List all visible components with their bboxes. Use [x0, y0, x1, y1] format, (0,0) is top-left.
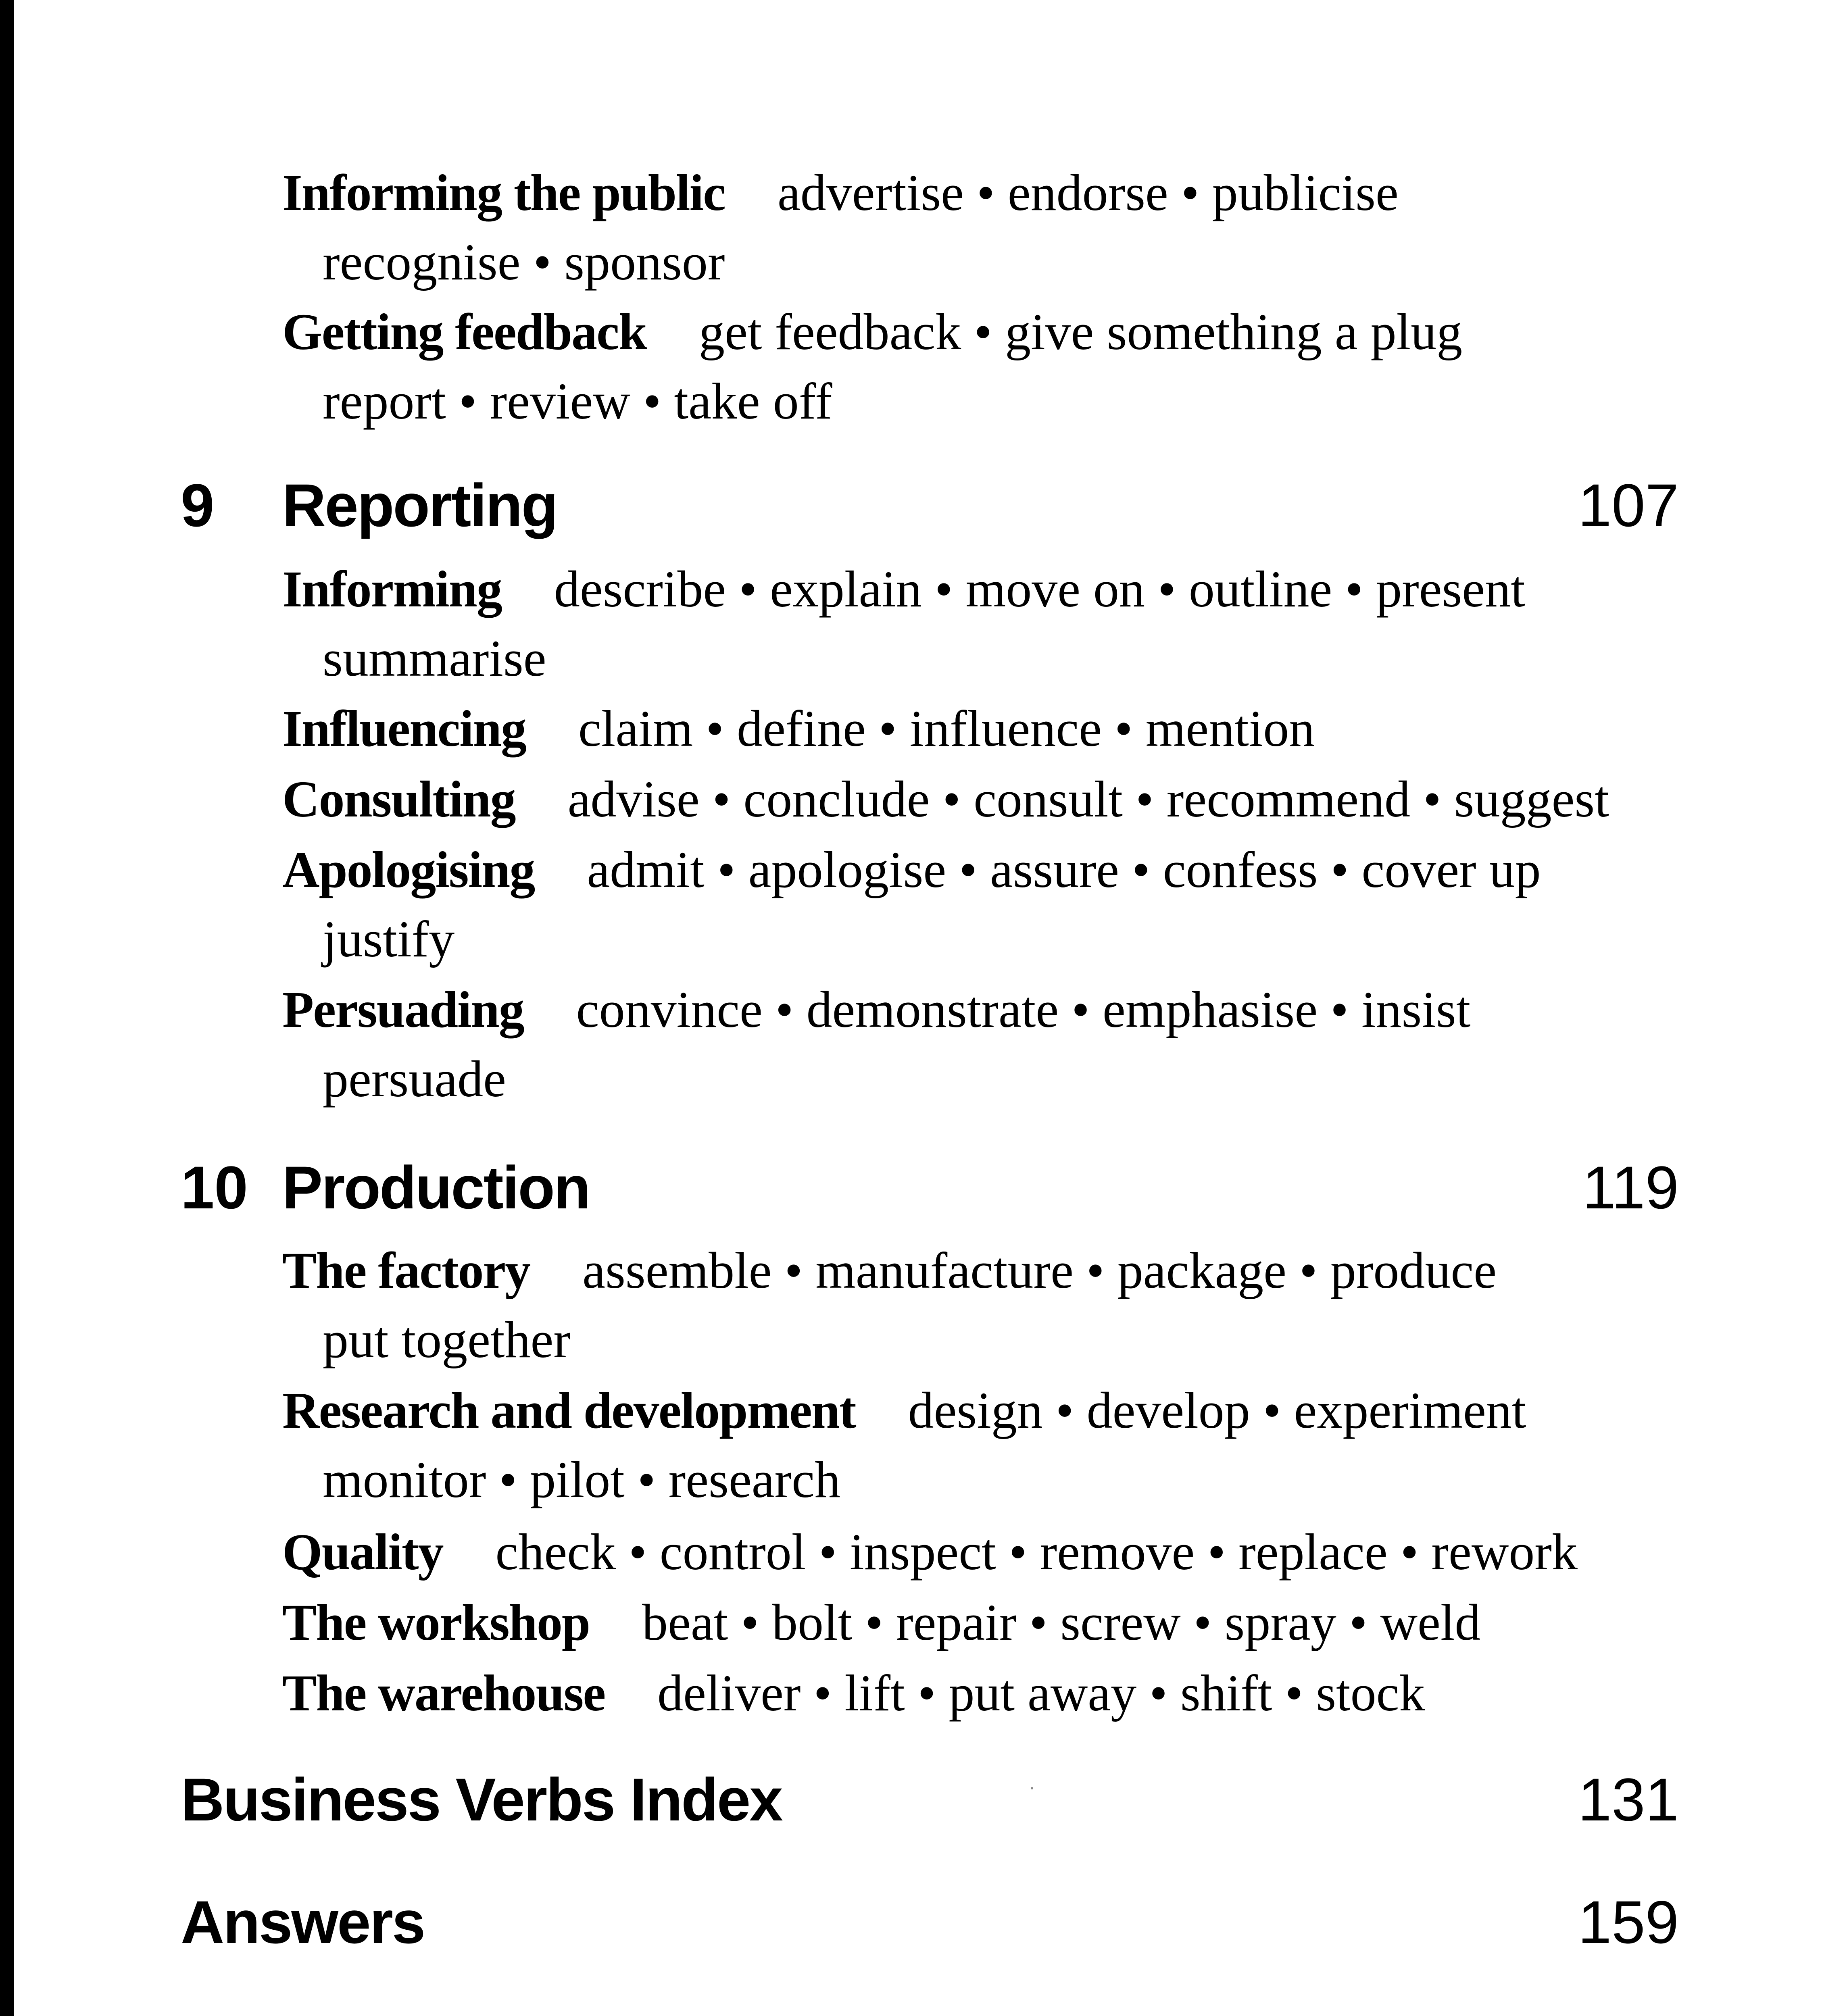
- section-title-production: Production: [282, 1154, 590, 1221]
- toc-entry-informing: [282, 554, 1718, 693]
- topic-label: The factory: [282, 1242, 530, 1299]
- topic-label: Apologising: [282, 841, 535, 898]
- verb-list-continued: report • review • take off: [323, 373, 832, 430]
- section-page-answers: 159: [1578, 1888, 1679, 1956]
- toc-entry-influencing: [282, 694, 1718, 763]
- toc-entry-apologising: [282, 835, 1718, 974]
- topic-label: Informing the public: [282, 164, 725, 221]
- section-title-business-verbs-index: Business Verbs Index: [181, 1766, 782, 1833]
- section-number-10: 10: [181, 1154, 248, 1221]
- verb-list-continued: put together: [323, 1311, 571, 1368]
- verb-list-continued: summarise: [323, 630, 546, 687]
- verb-list-continued: monitor • pilot • research: [323, 1451, 840, 1508]
- topic-label: The warehouse: [282, 1664, 605, 1722]
- verb-list: advise • conclude • consult • recommend • suggest: [567, 771, 1609, 828]
- verb-list: describe • explain • move on • outline • present: [554, 560, 1525, 618]
- topic-label: Informing: [282, 560, 502, 618]
- toc-entry-the-workshop: [282, 1588, 1718, 1657]
- verb-list: convince • demonstrate • emphasise • insist: [576, 981, 1471, 1038]
- verb-list: design • develop • experiment: [908, 1382, 1526, 1439]
- topic-label: The workshop: [282, 1594, 590, 1651]
- verb-list-continued: persuade: [323, 1050, 506, 1108]
- verb-list: assemble • manufacture • package • produce: [582, 1242, 1497, 1299]
- topic-label: Research and development: [282, 1382, 856, 1439]
- section-page-business-verbs-index: 131: [1578, 1766, 1679, 1833]
- verb-list-continued: justify: [323, 910, 455, 968]
- verb-list: deliver • lift • put away • shift • stock: [657, 1664, 1425, 1722]
- toc-entry-the-factory: [282, 1236, 1718, 1375]
- section-page-reporting: 107: [1578, 471, 1679, 539]
- toc-entry-research-and-development: [282, 1376, 1718, 1514]
- verb-list: check • control • inspect • remove • replace • rework: [495, 1523, 1578, 1581]
- scan-speck: [1031, 1787, 1033, 1789]
- verb-list: beat • bolt • repair • screw • spray • weld: [642, 1594, 1481, 1651]
- topic-label: Persuading: [282, 981, 524, 1038]
- topic-label: Getting feedback: [282, 303, 646, 360]
- section-number-9: 9: [181, 471, 215, 539]
- section-title-reporting: Reporting: [282, 471, 557, 539]
- section-page-production: 119: [1582, 1154, 1679, 1221]
- topic-label: Influencing: [282, 700, 526, 757]
- toc-entry-informing-the-public: [282, 158, 1718, 297]
- verb-list: admit • apologise • assure • confess • cover up: [587, 841, 1541, 898]
- toc-entry-the-warehouse: [282, 1658, 1718, 1728]
- toc-entry-quality: [282, 1517, 1718, 1587]
- verb-list-continued: recognise • sponsor: [323, 233, 725, 291]
- verb-list: claim • define • influence • mention: [578, 700, 1315, 757]
- toc-entry-persuading: [282, 975, 1718, 1114]
- toc-entry-consulting: [282, 764, 1718, 834]
- toc-entry-getting-feedback: [282, 297, 1718, 436]
- section-title-answers: Answers: [181, 1888, 425, 1956]
- verb-list: get feedback • give something a plug: [699, 303, 1463, 360]
- topic-label: Consulting: [282, 771, 515, 828]
- topic-label: Quality: [282, 1523, 443, 1581]
- verb-list: advertise • endorse • publicise: [777, 164, 1399, 221]
